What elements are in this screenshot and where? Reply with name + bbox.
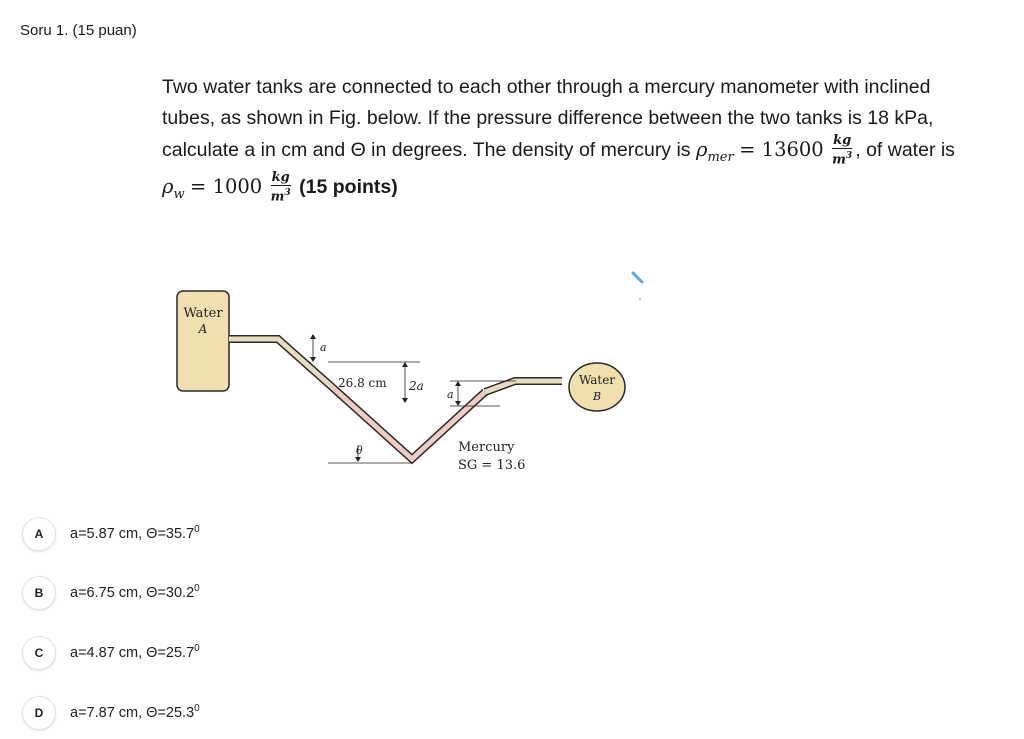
mercury-label: Mercury [458, 440, 515, 455]
dim-a-left-label: a [320, 341, 327, 354]
theta-label: θ [356, 444, 363, 457]
theta-arrowhead [355, 457, 361, 462]
spinner-dot [639, 298, 641, 300]
option-d-degree: 0 [194, 703, 200, 714]
unit-numerator: kg [833, 133, 852, 149]
question-line-4 [162, 170, 1012, 205]
rho-mercury-subscript: mer [707, 149, 734, 165]
unit-numerator-2: kg [271, 170, 290, 186]
tank-a-label-letter: A [198, 322, 208, 336]
option-c-text[interactable] [70, 643, 200, 661]
rho-water-value: = 1000 [190, 175, 263, 198]
rho-water-symbol: ρ [162, 175, 174, 198]
tube-right-fill [485, 381, 562, 392]
option-c-label: a=4.87 cm, Θ=25.7 [70, 644, 195, 661]
dim-a-right-label: a [447, 388, 454, 401]
dim-26-8-label: 26.8 cm [338, 376, 387, 390]
points-label: (15 points) [299, 176, 398, 198]
question-line-2: tubes, as shown in Fig. below. If the pressure difference between the two tanks is 18 kPa, [162, 107, 934, 129]
option-d-badge[interactable]: D [22, 696, 56, 730]
option-b-label: a=6.75 cm, Θ=30.2 [70, 584, 195, 601]
question-line-3-tail: , of water is [855, 139, 955, 161]
option-b-badge[interactable]: B [22, 576, 56, 610]
question-text [162, 72, 1012, 205]
unit-denominator-2: m [270, 189, 285, 205]
dim-2a-label: 2a [409, 379, 424, 393]
tank-b [569, 363, 625, 411]
option-a-label: a=5.87 cm, Θ=35.7 [70, 525, 195, 542]
unit-exponent-2: 3 [284, 188, 291, 199]
sg-label: SG = 13.6 [458, 458, 526, 473]
option-a-badge[interactable]: A [22, 517, 56, 551]
question-line-1: Two water tanks are connected to each other through a mercury manometer with inclined [162, 76, 931, 98]
question-line-3 [162, 133, 1012, 168]
option-c-degree: 0 [194, 643, 200, 654]
unit-exponent: 3 [845, 151, 853, 162]
tube-left-outline [229, 339, 332, 387]
option-a-text[interactable] [70, 524, 200, 542]
option-c-badge[interactable]: C [22, 636, 56, 670]
option-d-label: a=7.87 cm, Θ=25.3 [70, 704, 195, 721]
rho-mercury-value: = 13600 [739, 138, 824, 161]
manometer-figure [150, 255, 670, 485]
option-b-text[interactable] [70, 583, 200, 601]
option-d-text[interactable] [70, 703, 200, 721]
option-a-degree: 0 [194, 524, 200, 535]
rho-mercury-symbol: ρ [695, 138, 708, 161]
unit-fraction-mercury [832, 134, 852, 167]
loading-spinner-icon [633, 273, 642, 282]
tank-b-label-letter: B [592, 390, 602, 403]
tank-a-label-water: Water [183, 306, 223, 321]
question-line-3-text: calculate a in cm and Θ in degrees. The density of mercury is [162, 139, 691, 161]
rho-water-subscript: w [173, 186, 185, 202]
unit-denominator: m [832, 152, 846, 168]
question-header: Soru 1. (15 puan) [20, 22, 137, 39]
tank-b-label-water: Water [578, 373, 616, 387]
option-b-degree: 0 [194, 583, 200, 594]
unit-fraction-water [271, 171, 291, 204]
